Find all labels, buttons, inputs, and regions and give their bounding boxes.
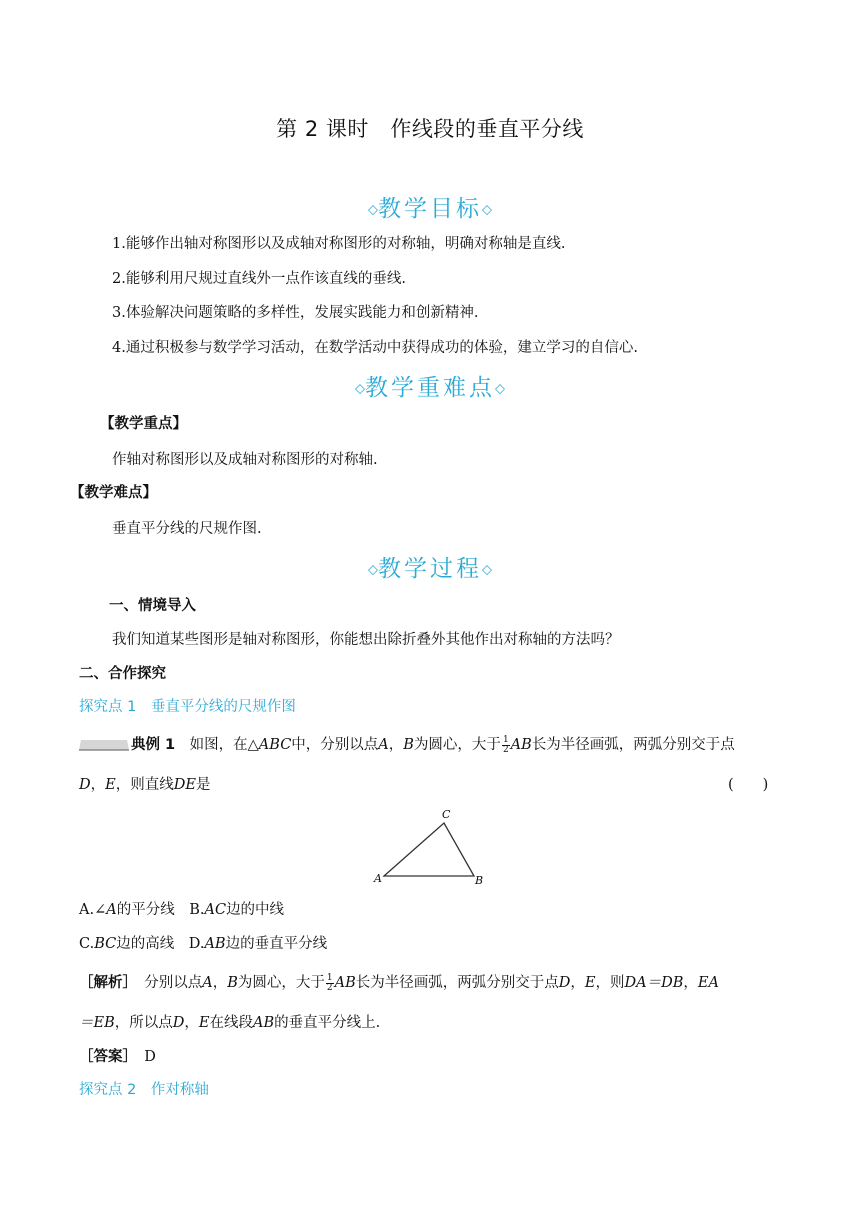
vertex-a-label: A	[374, 872, 382, 885]
analysis-label: ［解析］	[79, 975, 130, 991]
part2-heading: 二、合作探究	[79, 666, 166, 682]
answer-line	[79, 1047, 156, 1067]
option-a: A.∠A的平分线	[79, 902, 175, 918]
analysis-line-1: ［解析］ 分别以点A，B为圆心，大于 $\frac{1}{2}$ AB长为半径画弧，两弧分别交于点D，E，则DA＝DB，EA	[79, 972, 719, 993]
fraction-half: $\frac{1}{2}$	[326, 972, 333, 993]
example-1-line-1: 典例 1 如图，在△ABC中，分别以点A，B为圆心，大于 $\frac{1}{2}$ AB长为半径画弧，两弧分别交于点	[79, 735, 735, 755]
answer-value: D	[144, 1049, 156, 1065]
part1-text: 我们知道某些图形是轴对称图形，你能想出除折叠外其他作出对称轴的方法吗？	[112, 632, 620, 648]
diamond-icon: ◇	[355, 381, 365, 397]
option-d: D.AB边的垂直平分线	[188, 936, 328, 952]
goal-item: 3.体验解决问题策略的多样性，发展实践能力和创新精神.	[112, 305, 479, 321]
answer-bracket: ( )	[728, 777, 769, 793]
answer-label: ［答案］	[79, 1049, 130, 1065]
section-heading-goals: ◇教学目标◇	[368, 196, 492, 222]
analysis-line-2: ＝EB，所以点D，E在线段AB的垂直平分线上.	[79, 1015, 381, 1031]
example-label: 典例 1	[131, 737, 176, 753]
triangle-abc	[384, 823, 474, 876]
option-row-1	[79, 900, 284, 920]
vertex-b-label: B	[475, 874, 484, 887]
goal-item: 2.能够利用尺规过直线外一点作该直线的垂线.	[112, 271, 406, 287]
page-title: 第 2 课时 作线段的垂直平分线	[276, 117, 584, 141]
goal-item: 4.通过积极参与数学学习活动，在数学活动中获得成功的体验，建立学习的自信心.	[112, 340, 638, 356]
difficult-label: 【教学难点】	[70, 485, 157, 501]
key-text: 作轴对称图形以及成轴对称图形的对称轴.	[112, 452, 378, 468]
fraction-half: $\frac{1}{2}$	[502, 734, 509, 755]
diamond-icon: ◇	[495, 381, 505, 397]
option-row-2	[79, 934, 327, 954]
vertex-c-label: C	[442, 808, 451, 821]
diamond-icon: ◇	[368, 202, 378, 218]
diamond-icon: ◇	[368, 562, 378, 578]
part1-heading: 一、情境导入	[109, 598, 196, 614]
explore-point-1: 探究点 1 垂直平分线的尺规作图	[79, 699, 296, 715]
option-c: C.BC边的高线	[79, 936, 175, 952]
section-heading-process: ◇教学过程◇	[368, 556, 492, 582]
diamond-icon: ◇	[482, 202, 492, 218]
option-b: B.AC边的中线	[189, 902, 285, 918]
ribbon-icon	[79, 739, 129, 751]
example-1-line-2: D，E，则直线DE是	[79, 777, 211, 793]
goal-item: 1.能够作出轴对称图形以及成轴对称图形的对称轴，明确对称轴是直线.	[112, 236, 566, 252]
diamond-icon: ◇	[482, 562, 492, 578]
difficult-text: 垂直平分线的尺规作图.	[112, 521, 262, 537]
section-heading-keypoints: ◇教学重难点◇	[355, 375, 505, 401]
key-label: 【教学重点】	[100, 416, 187, 432]
explore-point-2: 探究点 2 作对称轴	[79, 1082, 209, 1098]
triangle-abc-figure	[370, 803, 490, 889]
